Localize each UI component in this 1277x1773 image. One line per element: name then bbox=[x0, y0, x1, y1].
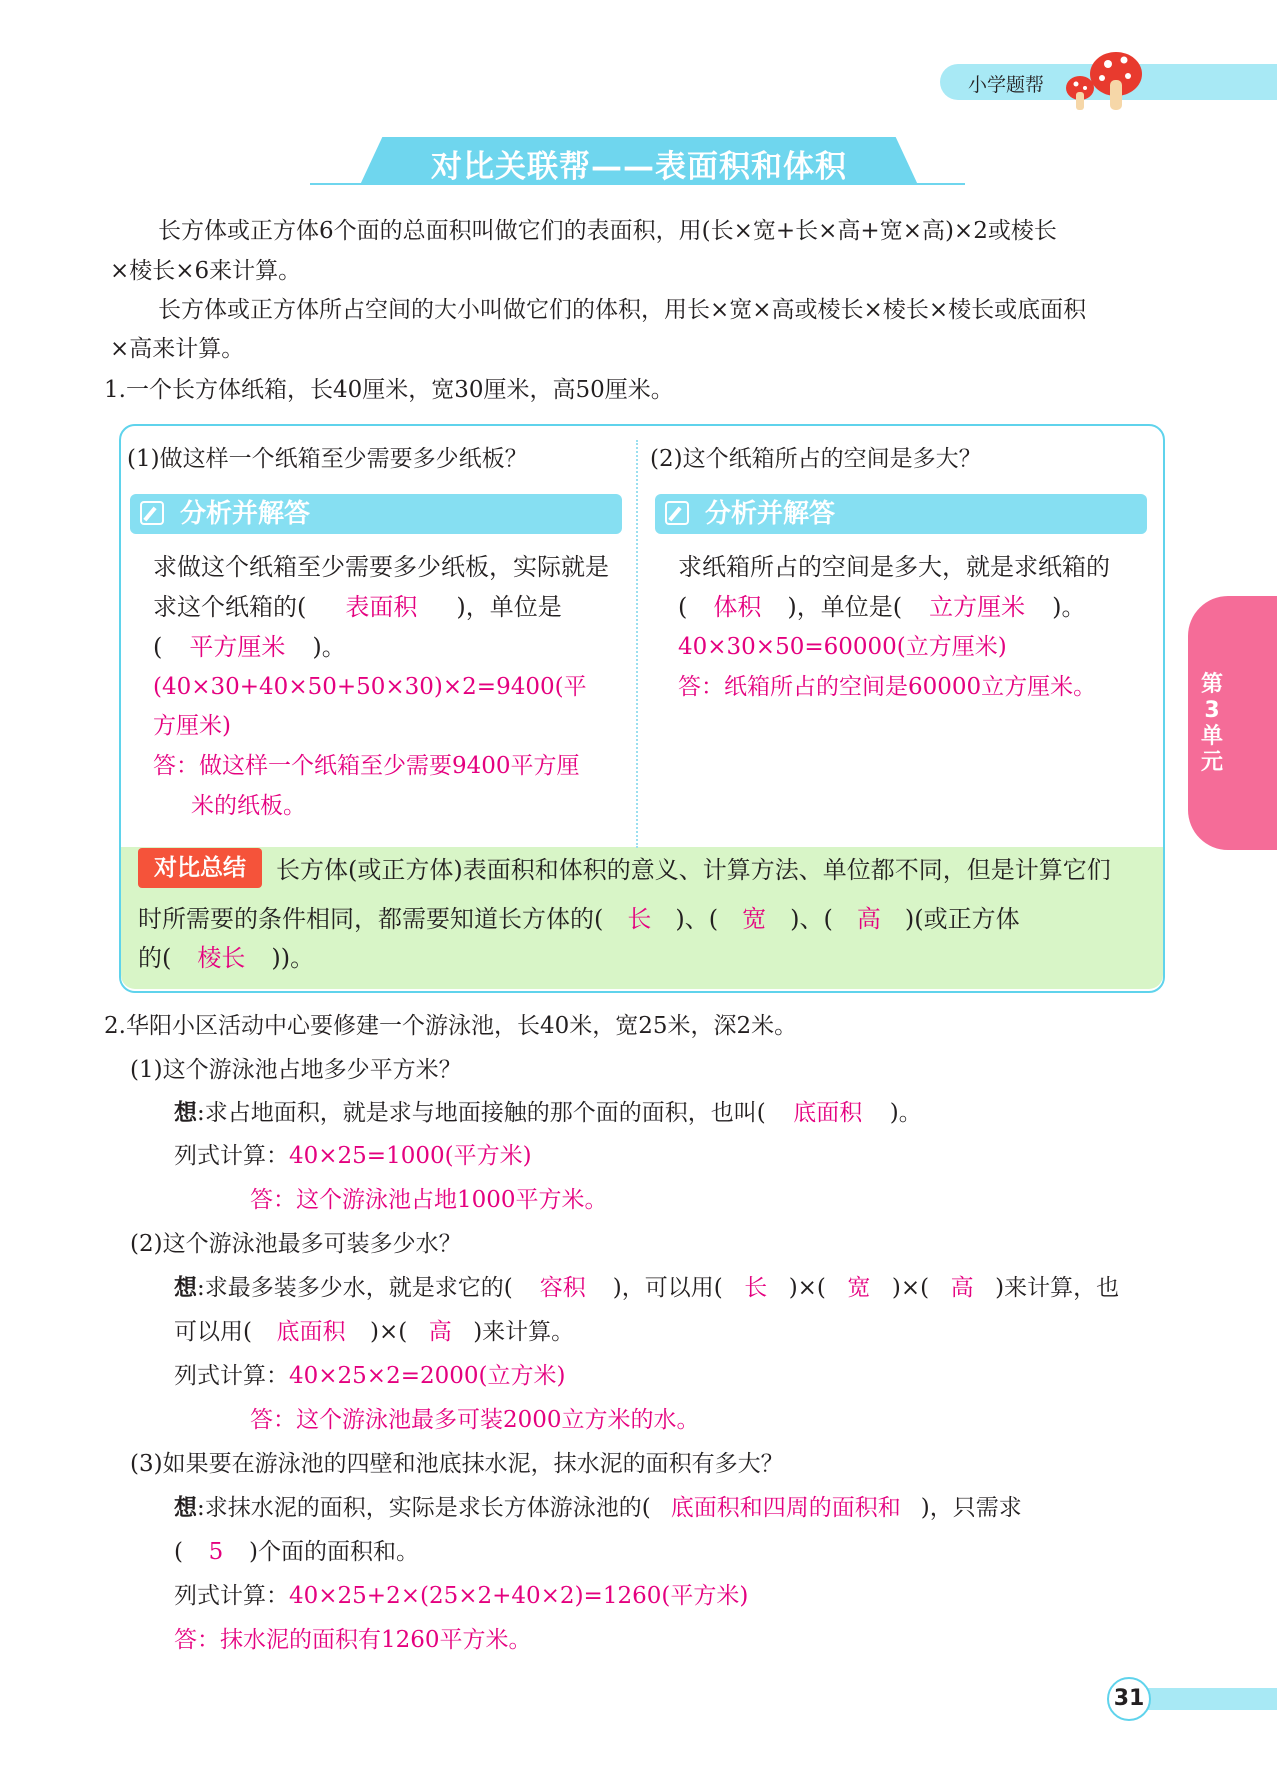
q1-left-answer1: 答：做这样一个纸箱至少需要9400平方厘 bbox=[153, 753, 580, 779]
answer-base-and-sides: 底面积和四周的面积和 bbox=[670, 1495, 901, 1521]
q2-s2-t1-post: )来计算，也 bbox=[995, 1275, 1120, 1301]
analysis-label: 分析并解答 bbox=[180, 499, 311, 529]
column-divider bbox=[636, 440, 638, 848]
q2-s2-t1-d: )×( bbox=[891, 1275, 930, 1301]
q2-s1-question: (1)这个游泳池占地多少平方米？ bbox=[130, 1057, 462, 1083]
q2-stem: 2.华阳小区活动中心要修建一个游泳池，长40米，宽25米，深2米。 bbox=[104, 1013, 798, 1039]
answer-volume: 体积 bbox=[713, 593, 762, 621]
q1-left-question: (1)做这样一个纸箱至少需要多少纸板？ bbox=[127, 446, 528, 472]
answer-height: 高 bbox=[856, 905, 881, 933]
think-label: 想 bbox=[174, 1495, 197, 1521]
answer-face-count: 5 bbox=[208, 1539, 224, 1565]
mushroom-icon bbox=[1062, 44, 1146, 116]
q2-s1-think-pre: :求占地面积，就是求与地面接触的那个面的面积，也叫( bbox=[197, 1100, 766, 1126]
summary-line1: 长方体(或正方体)表面积和体积的意义、计算方法、单位都不同，但是计算它们 bbox=[276, 856, 1111, 884]
summary-line2-post: )(或正方体 bbox=[904, 905, 1020, 933]
q2-s2-t1-pre: :求最多装多少水，就是求它的( bbox=[197, 1275, 513, 1301]
q1-right-question: (2)这个纸箱所占的空间是多大？ bbox=[650, 446, 982, 472]
pencil-icon bbox=[665, 501, 689, 525]
q1-left-line3-pre: ( bbox=[153, 633, 163, 661]
page-number: 31 bbox=[1107, 1677, 1151, 1721]
q1-stem: 1.一个长方体纸箱，长40厘米，宽30厘米，高50厘米。 bbox=[104, 377, 674, 403]
think-label: 想 bbox=[174, 1275, 197, 1301]
q2-s2-calc: 40×25×2=2000(立方米) bbox=[289, 1363, 566, 1389]
q1-right-calc: 40×30×50=60000(立方厘米) bbox=[678, 634, 1007, 660]
calc-label: 列式计算： bbox=[174, 1143, 289, 1169]
summary-line2-pre: 时所需要的条件相同，都需要知道长方体的( bbox=[138, 905, 604, 933]
intro-p1-line1: 长方体或正方体6个面的总面积叫做它们的表面积，用(长×宽+长×高+宽×高)×2或棱长 bbox=[158, 218, 1057, 244]
summary-sep1: )、( bbox=[675, 905, 719, 933]
answer-surface-area: 表面积 bbox=[345, 593, 418, 621]
answer-width: 宽 bbox=[847, 1275, 871, 1301]
summary-sep2: )、( bbox=[790, 905, 833, 933]
footer-bar bbox=[1130, 1688, 1277, 1710]
q1-right-answer: 答：纸箱所占的空间是60000立方厘米。 bbox=[678, 674, 1097, 700]
analysis-banner-left bbox=[130, 494, 622, 534]
q2-s3-calc: 40×25+2×(25×2+40×2)=1260(平方米) bbox=[289, 1583, 749, 1609]
q1-left-line3-post: )。 bbox=[312, 633, 346, 661]
calc-label: 列式计算： bbox=[174, 1363, 289, 1389]
q2-s3-t1-pre: :求抹水泥的面积，实际是求长方体游泳池的( bbox=[197, 1495, 651, 1521]
analysis-banner-right bbox=[655, 494, 1147, 534]
q2-s2-t2-post: )来计算。 bbox=[473, 1319, 575, 1345]
q2-s2-t2-pre: 可以用( bbox=[174, 1319, 252, 1345]
q1-left-line2-post: )，单位是 bbox=[456, 593, 562, 621]
q2-s3-t2-pre: ( bbox=[174, 1539, 183, 1565]
answer-unit-area: 平方厘米 bbox=[189, 633, 286, 661]
q1-left-calc1: (40×30+40×50+50×30)×2=9400(平 bbox=[153, 674, 587, 700]
q1-right-line2-c: )。 bbox=[1052, 593, 1086, 621]
answer-height: 高 bbox=[428, 1319, 452, 1345]
q1-left-line2-pre: 求这个纸箱的( bbox=[153, 593, 307, 621]
unit-label bbox=[1193, 672, 1231, 776]
q2-s1-calc: 40×25=1000(平方米) bbox=[289, 1143, 532, 1169]
answer-length: 长 bbox=[627, 905, 652, 933]
think-label: 想 bbox=[174, 1100, 197, 1126]
q2-s3-t1-post: )，只需求 bbox=[920, 1495, 1022, 1521]
intro-p2-line2: ×高来计算。 bbox=[110, 336, 245, 362]
answer-height: 高 bbox=[950, 1275, 974, 1301]
answer-length: 长 bbox=[744, 1275, 768, 1301]
q1-left-answer2: 米的纸板。 bbox=[191, 793, 306, 819]
q2-s2-t1-c: )×( bbox=[788, 1275, 826, 1301]
q2-s2-question: (2)这个游泳池最多可装多少水？ bbox=[130, 1231, 462, 1257]
q1-left-line1: 求做这个纸箱至少需要多少纸板，实际就是 bbox=[153, 553, 609, 581]
q2-s3-t2-post: )个面的面积和。 bbox=[248, 1539, 419, 1565]
q2-s2-t2-b: )×( bbox=[369, 1319, 408, 1345]
summary-line3-pre: 的( bbox=[138, 944, 172, 972]
analysis-label: 分析并解答 bbox=[705, 499, 836, 529]
calc-label: 列式计算： bbox=[174, 1583, 289, 1609]
page-title: 对比关联帮——表面积和体积 bbox=[431, 149, 847, 185]
pencil-icon bbox=[140, 501, 164, 525]
summary-line3-post: ))。 bbox=[271, 944, 315, 972]
q2-s3-question: (3)如果要在游泳池的四壁和池底抹水泥，抹水泥的面积有多大？ bbox=[130, 1451, 784, 1477]
summary-tag: 对比总结 bbox=[138, 848, 262, 888]
q1-left-calc2: 方厘米) bbox=[153, 713, 231, 739]
q1-right-line2-b: )，单位是( bbox=[787, 593, 903, 621]
answer-edge: 棱长 bbox=[197, 944, 246, 972]
intro-p1-line2: ×棱长×6来计算。 bbox=[110, 258, 302, 284]
q2-s2-t1-b: )，可以用( bbox=[612, 1275, 723, 1301]
q1-right-line2-a: ( bbox=[678, 593, 688, 621]
q2-s3-answer: 答：抹水泥的面积有1260平方米。 bbox=[174, 1627, 532, 1653]
answer-base-area: 底面积 bbox=[276, 1319, 346, 1345]
intro-p2-line1: 长方体或正方体所占空间的大小叫做它们的体积，用长×宽×高或棱长×棱长×棱长或底面积 bbox=[158, 297, 1087, 323]
q2-s2-answer: 答：这个游泳池最多可装2000立方米的水。 bbox=[250, 1407, 700, 1433]
answer-base-area: 底面积 bbox=[793, 1100, 863, 1126]
answer-width: 宽 bbox=[742, 905, 767, 933]
brand-label: 小学题帮 bbox=[968, 74, 1045, 96]
answer-capacity: 容积 bbox=[539, 1275, 586, 1301]
unit-label-text: 第3单元 bbox=[1200, 672, 1223, 775]
q2-s1-answer: 答：这个游泳池占地1000平方米。 bbox=[250, 1187, 608, 1213]
q2-s1-think-post: )。 bbox=[889, 1100, 922, 1126]
q1-right-line1: 求纸箱所占的空间是多大，就是求纸箱的 bbox=[678, 553, 1110, 581]
answer-unit-volume: 立方厘米 bbox=[929, 593, 1026, 621]
